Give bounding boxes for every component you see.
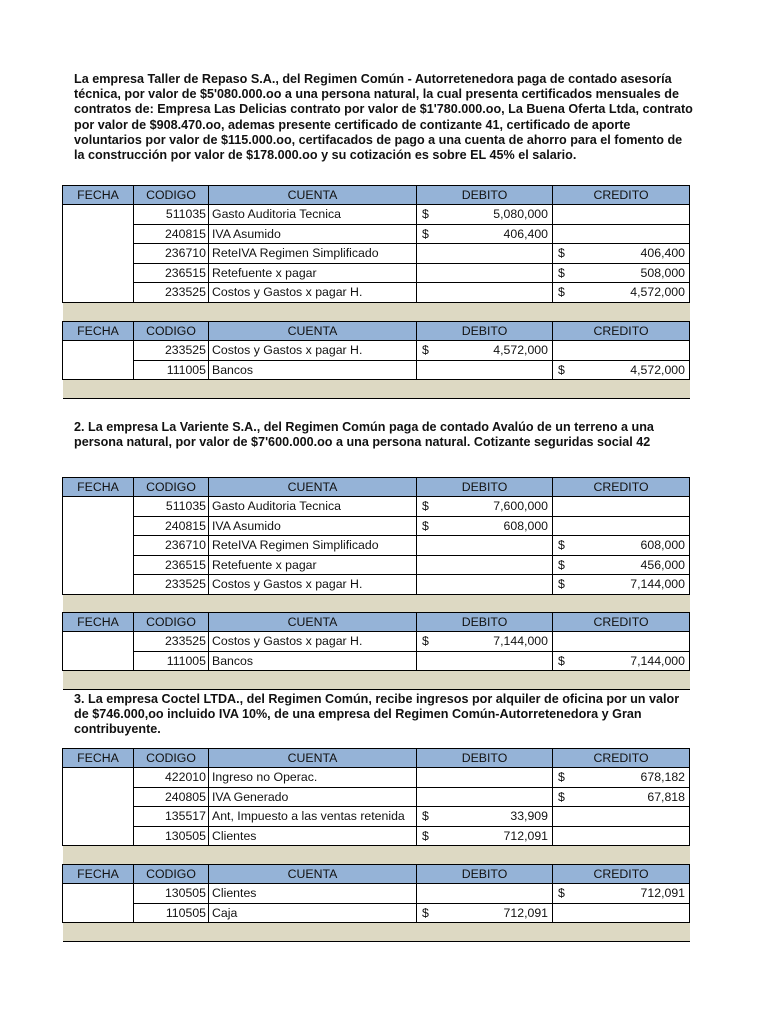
cuenta-cell: ReteIVA Regimen Simplificado [209, 244, 417, 264]
fecha-cell [63, 341, 134, 380]
column-header-credito: CREDITO [553, 749, 690, 768]
fecha-cell [63, 768, 134, 846]
table-row [63, 787, 690, 807]
codigo-cell: 233525 [134, 632, 209, 652]
problem-3-statement: 3. La empresa Coctel LTDA., del Regimen Común, recibe ingresos por alquiler de oficina por un valor de $746.000,oo incluido IVA 10%, de una empresa del Regimen Común-Autorretenedora y Gran contribuyente. [74, 692, 680, 737]
currency-symbol: $ [422, 905, 429, 920]
column-header-credito: CREDITO [553, 613, 690, 632]
column-header-credito: CREDITO [553, 865, 690, 884]
debito-cell [417, 787, 553, 807]
column-header-cuenta: CUENTA [209, 613, 417, 632]
cuenta-cell: ReteIVA Regimen Simplificado [209, 536, 417, 556]
codigo-cell: 233525 [134, 575, 209, 595]
codigo-cell: 511035 [134, 497, 209, 517]
debito-cell [417, 768, 553, 788]
cuenta-cell: Caja [209, 903, 417, 923]
cuenta-cell: IVA Asumido [209, 224, 417, 244]
fecha-cell [63, 632, 134, 671]
ledger-table [62, 321, 690, 399]
codigo-cell: 240805 [134, 787, 209, 807]
cuenta-cell: Costos y Gastos x pagar H. [209, 632, 417, 652]
header-row [63, 322, 690, 341]
table-row [63, 536, 690, 556]
codigo-cell: 240815 [134, 516, 209, 536]
cuenta-cell: Costos y Gastos x pagar H. [209, 575, 417, 595]
column-header-codigo: CODIGO [134, 865, 209, 884]
separator-band [63, 846, 690, 865]
credito-cell [553, 768, 690, 788]
currency-symbol: $ [422, 634, 429, 649]
column-header-codigo: CODIGO [134, 478, 209, 497]
table-row [63, 903, 690, 923]
column-header-fecha: FECHA [63, 478, 134, 497]
currency-symbol: $ [422, 343, 429, 358]
codigo-cell: 110505 [134, 903, 209, 923]
table-row [63, 826, 690, 846]
header-row [63, 613, 690, 632]
separator-band [63, 671, 690, 690]
ledger-table [62, 477, 690, 614]
column-header-credito: CREDITO [553, 186, 690, 205]
currency-symbol: $ [558, 653, 565, 668]
column-header-debito: DEBITO [417, 613, 553, 632]
debito-cell-amount: 712,091 [503, 905, 548, 920]
credito-cell-amount: 712,091 [640, 886, 685, 901]
credito-cell-amount: 678,182 [640, 770, 685, 785]
currency-symbol: $ [558, 362, 565, 377]
table-row [63, 341, 690, 361]
separator-band [63, 380, 690, 399]
table-row [63, 360, 690, 380]
debito-cell-amount: 712,091 [503, 828, 548, 843]
ledger-table [62, 185, 690, 322]
debito-cell-amount: 406,400 [503, 226, 548, 241]
ledger-table [62, 612, 690, 690]
fecha-cell [63, 205, 134, 303]
problem-2-statement: 2. La empresa La Variente S.A., del Regimen Común paga de contado Avalúo de un terreno a una persona natural, por valor de $7'600.000.oo a una persona natural. Cotizante seguridas social 42 [74, 420, 654, 450]
separator-band [63, 594, 690, 613]
codigo-cell: 236710 [134, 536, 209, 556]
column-header-credito: CREDITO [553, 322, 690, 341]
currency-symbol: $ [422, 226, 429, 241]
currency-symbol: $ [422, 499, 429, 514]
column-header-debito: DEBITO [417, 322, 553, 341]
cuenta-cell: Clientes [209, 884, 417, 904]
credito-cell [553, 787, 690, 807]
debito-cell [417, 807, 553, 827]
column-header-debito: DEBITO [417, 749, 553, 768]
credito-cell [553, 263, 690, 283]
table-row [63, 555, 690, 575]
currency-symbol: $ [558, 285, 565, 300]
codigo-cell: 511035 [134, 205, 209, 225]
table-row [63, 768, 690, 788]
debito-cell-amount: 7,144,000 [493, 634, 548, 649]
currency-symbol: $ [558, 557, 565, 572]
credito-cell [553, 205, 690, 225]
codigo-cell: 130505 [134, 884, 209, 904]
cuenta-cell: Clientes [209, 826, 417, 846]
credito-cell [553, 884, 690, 904]
credito-cell-amount: 4,572,000 [630, 362, 685, 377]
currency-symbol: $ [558, 770, 565, 785]
table-row [63, 651, 690, 671]
codigo-cell: 111005 [134, 651, 209, 671]
credito-cell [553, 826, 690, 846]
credito-cell [553, 341, 690, 361]
column-header-codigo: CODIGO [134, 749, 209, 768]
cuenta-cell: Bancos [209, 360, 417, 380]
debito-cell [417, 903, 553, 923]
credito-cell [553, 632, 690, 652]
column-header-cuenta: CUENTA [209, 749, 417, 768]
codigo-cell: 111005 [134, 360, 209, 380]
separator-band-cell [63, 846, 690, 865]
debito-cell [417, 632, 553, 652]
table-row [63, 224, 690, 244]
cuenta-cell: IVA Generado [209, 787, 417, 807]
currency-symbol: $ [558, 577, 565, 592]
debito-cell [417, 224, 553, 244]
currency-symbol: $ [558, 886, 565, 901]
header-row [63, 186, 690, 205]
debito-cell [417, 244, 553, 264]
cuenta-cell: Gasto Auditoria Tecnica [209, 497, 417, 517]
column-header-fecha: FECHA [63, 865, 134, 884]
currency-symbol: $ [422, 207, 429, 222]
column-header-codigo: CODIGO [134, 613, 209, 632]
debito-cell-amount: 4,572,000 [493, 343, 548, 358]
codigo-cell: 236515 [134, 555, 209, 575]
debito-cell [417, 555, 553, 575]
debito-cell [417, 826, 553, 846]
credito-cell [553, 360, 690, 380]
fecha-cell [63, 884, 134, 923]
credito-cell [553, 807, 690, 827]
cuenta-cell: Ant, Impuesto a las ventas retenida [209, 807, 417, 827]
table-row [63, 244, 690, 264]
column-header-fecha: FECHA [63, 749, 134, 768]
debito-cell [417, 536, 553, 556]
codigo-cell: 422010 [134, 768, 209, 788]
column-header-debito: DEBITO [417, 478, 553, 497]
credito-cell [553, 244, 690, 264]
debito-cell-amount: 33,909 [510, 809, 548, 824]
separator-band [63, 302, 690, 321]
column-header-cuenta: CUENTA [209, 322, 417, 341]
debito-cell [417, 360, 553, 380]
header-row [63, 865, 690, 884]
codigo-cell: 233525 [134, 283, 209, 303]
separator-band-cell [63, 594, 690, 613]
credito-cell-amount: 406,400 [640, 246, 685, 261]
credito-cell [553, 536, 690, 556]
debito-cell [417, 205, 553, 225]
cuenta-cell: Retefuente x pagar [209, 263, 417, 283]
credito-cell-amount: 4,572,000 [630, 285, 685, 300]
credito-cell-amount: 7,144,000 [630, 577, 685, 592]
currency-symbol: $ [422, 809, 429, 824]
debito-cell [417, 497, 553, 517]
credito-cell [553, 497, 690, 517]
header-row [63, 478, 690, 497]
debito-cell [417, 516, 553, 536]
table-row [63, 632, 690, 652]
debito-cell-amount: 5,080,000 [493, 207, 548, 222]
credito-cell-amount: 608,000 [640, 538, 685, 553]
table-row [63, 575, 690, 595]
column-header-fecha: FECHA [63, 613, 134, 632]
credito-cell [553, 516, 690, 536]
ledger-table [62, 748, 690, 865]
cuenta-cell: Ingreso no Operac. [209, 768, 417, 788]
cuenta-cell: Retefuente x pagar [209, 555, 417, 575]
table-row [63, 263, 690, 283]
column-header-fecha: FECHA [63, 186, 134, 205]
credito-cell [553, 575, 690, 595]
cuenta-cell: Bancos [209, 651, 417, 671]
credito-cell [553, 224, 690, 244]
credito-cell-amount: 67,818 [647, 789, 685, 804]
credito-cell [553, 651, 690, 671]
header-row [63, 749, 690, 768]
codigo-cell: 233525 [134, 341, 209, 361]
table-row [63, 283, 690, 303]
debito-cell [417, 263, 553, 283]
cuenta-cell: IVA Asumido [209, 516, 417, 536]
codigo-cell: 236710 [134, 244, 209, 264]
table-row [63, 497, 690, 517]
column-header-cuenta: CUENTA [209, 865, 417, 884]
cuenta-cell: Costos y Gastos x pagar H. [209, 341, 417, 361]
credito-cell-amount: 456,000 [640, 557, 685, 572]
codigo-cell: 236515 [134, 263, 209, 283]
debito-cell-amount: 608,000 [503, 518, 548, 533]
currency-symbol: $ [558, 265, 565, 280]
ledger-table [62, 864, 690, 942]
debito-cell [417, 341, 553, 361]
codigo-cell: 135517 [134, 807, 209, 827]
table-row [63, 884, 690, 904]
column-header-cuenta: CUENTA [209, 186, 417, 205]
column-header-fecha: FECHA [63, 322, 134, 341]
credito-cell-amount: 508,000 [640, 265, 685, 280]
column-header-credito: CREDITO [553, 478, 690, 497]
currency-symbol: $ [422, 518, 429, 533]
separator-band-cell [63, 923, 690, 942]
debito-cell-amount: 7,600,000 [493, 499, 548, 514]
codigo-cell: 130505 [134, 826, 209, 846]
table-row [63, 516, 690, 536]
column-header-codigo: CODIGO [134, 322, 209, 341]
table-row [63, 807, 690, 827]
column-header-debito: DEBITO [417, 186, 553, 205]
fecha-cell [63, 497, 134, 595]
separator-band-cell [63, 671, 690, 690]
cuenta-cell: Gasto Auditoria Tecnica [209, 205, 417, 225]
column-header-codigo: CODIGO [134, 186, 209, 205]
currency-symbol: $ [422, 828, 429, 843]
separator-band [63, 923, 690, 942]
currency-symbol: $ [558, 246, 565, 261]
debito-cell [417, 651, 553, 671]
currency-symbol: $ [558, 538, 565, 553]
table-row [63, 205, 690, 225]
problem-1-statement: La empresa Taller de Repaso S.A., del Regimen Común - Autorretenedora paga de contado asesoría técnica, por valor de $5'080.000.oo a una persona natural, la cual presenta certificados mensuales de contratos de: Empresa Las Delicias contrato por valor de $1'780.000.oo, La Buena Oferta Ltda, contrato por valor de $908.470.oo, ademas presente certificado de contizante 41, certificado de aporte voluntarios por valor de $115.000.oo, certifacados de pago a una cuenta de ahorro para el fomento de la construcción por valor de $178.000.oo y su cotización es sobre EL 45% el salario. [74, 72, 693, 163]
separator-band-cell [63, 302, 690, 321]
credito-cell [553, 555, 690, 575]
cuenta-cell: Costos y Gastos x pagar H. [209, 283, 417, 303]
credito-cell [553, 283, 690, 303]
separator-band-cell [63, 380, 690, 399]
debito-cell [417, 283, 553, 303]
codigo-cell: 240815 [134, 224, 209, 244]
currency-symbol: $ [558, 789, 565, 804]
credito-cell [553, 903, 690, 923]
credito-cell-amount: 7,144,000 [630, 653, 685, 668]
debito-cell [417, 884, 553, 904]
debito-cell [417, 575, 553, 595]
column-header-debito: DEBITO [417, 865, 553, 884]
column-header-cuenta: CUENTA [209, 478, 417, 497]
